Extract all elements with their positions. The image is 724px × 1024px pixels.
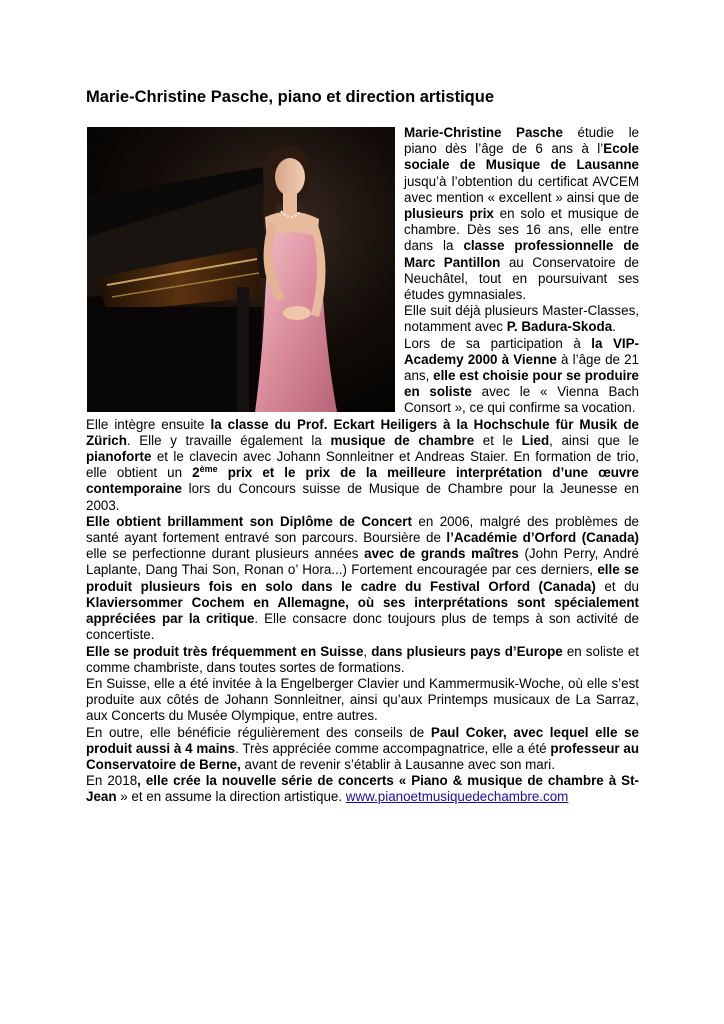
text-span: lors du Concours suisse de Musique de Chambre pour la Jeunesse en 2003. [86, 481, 639, 513]
bold-text: l’Académie d’Orford (Canada) [446, 530, 639, 546]
bold-text: elle se produit plusieurs fois en solo dans le cadre du Festival Orford (Canada) [86, 562, 639, 594]
paragraph [86, 676, 639, 725]
bold-text: P. Badura-Skoda [506, 319, 613, 335]
bold-text: dans plusieurs pays d’Europe [371, 643, 563, 659]
paragraph [86, 725, 639, 774]
text-span: . Elle consacre donc toujours plus de temps à son activité de concertiste. [86, 611, 639, 643]
text-span: étudie le piano dès l’âge de 6 ans à l’ [404, 125, 639, 157]
text-span: , [363, 643, 372, 659]
bold-text: Klaviersommer Cochem en Allemagne, où ses interprétations sont spécialement appréciées par la critique [86, 594, 639, 627]
paragraph [86, 514, 639, 644]
bold-text: , elle crée la nouvelle série de concerts « Piano & musique de chambre à St-Jean [86, 773, 640, 805]
text-span: en 2006, malgré des problèmes de santé ayant fortement entravé son parcours. Boursière de [86, 513, 639, 546]
bold-text: avec de grands maîtres [364, 546, 519, 562]
photo-wrap-spacer [86, 125, 404, 414]
bold-text: prix et le prix de la meilleure interprétation d’une œuvre contemporaine [86, 465, 640, 497]
text-span: jusqu’à l’obtention du certificat AVCEM avec mention « excellent » ainsi que de [404, 173, 639, 205]
bold-text: Ecole sociale de Musique de Lausanne [404, 141, 639, 173]
bold-text: la classe du Prof. Eckart Heiligers à la Hochschule für Musik de Zürich [86, 416, 639, 448]
bold-text: Marie-Christine Pasche [404, 125, 563, 140]
paragraph [86, 773, 639, 805]
text-span: elle se perfectionne durant plusieurs années [86, 546, 365, 562]
bold-text: Paul Coker, avec lequel elle se produit aussi à 4 mains [86, 724, 639, 756]
text-span: Lors de sa participation à [404, 335, 592, 351]
text-span: en soliste et comme chambriste, dans toutes sortes de formations. [86, 643, 639, 675]
text-span: » et en assume la direction artistique. [116, 789, 346, 805]
text-span: au Conservatoire de Neuchâtel, tout en poursuivant ses études gymnasiales. [404, 254, 639, 303]
bold-text: pianoforte [86, 449, 152, 465]
text-span: En Suisse, elle a été invitée à la Engelberger Clavier und Kammermusik-Woche, où elle s’est produite aux côtés de Johann Sonnleitner, ainsi qu’aux Printemps musicaux de La Sarraz, aux Concerts du Musée Olympique, entre autres. [86, 675, 639, 724]
bold-text: professeur au Conservatoire de Berne, [86, 740, 640, 772]
text-span: . Très appréciée comme accompagnatrice, elle a été [235, 740, 551, 756]
text-span: et le [474, 432, 522, 448]
text-span: . [612, 319, 616, 335]
text-span: En 2018 [86, 773, 138, 789]
paragraph [86, 417, 639, 514]
bold-text: Elle se produit très fréquemment en Suisse [86, 643, 364, 659]
website-link[interactable]: www.pianoetmusiquedechambre.com [345, 789, 569, 805]
text-span: Elle suit déjà plusieurs Master-Classes, notamment avec [404, 303, 639, 335]
bold-text: classe professionnelle de Marc Pantillon [404, 238, 639, 270]
bold-text: musique de chambre [330, 432, 475, 448]
bold-text: Elle obtient brillamment son Diplôme de Concert [86, 513, 412, 529]
biography-text [86, 125, 639, 806]
bold-text: Lied [521, 432, 550, 448]
page-title: Marie-Christine Pasche, piano et direction artistique [86, 88, 495, 106]
text-span: (John Perry, André Laplante, Dang Thai Son, Ronan o’ Hora...) Fortement encouragée par ces derniers, [86, 546, 639, 578]
text-span: . Elle y travaille également la [126, 432, 331, 448]
text-span: avec le « Vienna Bach Consort », ce qui confirme sa vocation. [404, 384, 639, 416]
text-span: et du [595, 578, 639, 594]
text-span: à l’âge de 21 ans, [404, 351, 639, 384]
superscript-text: ème [199, 464, 218, 475]
bold-text: elle est choisie pour se produire en soliste [404, 368, 640, 400]
text-span: , ainsi que le [549, 432, 639, 448]
paragraph [86, 644, 639, 676]
text-span: Elle intègre ensuite [86, 416, 211, 432]
bold-text: 2 [192, 465, 200, 481]
bold-text: plusieurs prix [404, 206, 494, 222]
text-span: avant de revenir s’établir à Lausanne avec son mari. [240, 756, 555, 772]
text-span: et le clavecin avec Johann Sonnleitner et Andreas Staier. En formation de trio, elle obtient un [86, 449, 639, 481]
bold-text: la VIP-Academy 2000 à Vienne [404, 335, 639, 367]
text-span: en solo et musique de chambre. Dès ses 16 ans, elle entre dans la [404, 206, 639, 254]
text-span: En outre, elle bénéficie régulièrement des conseils de [86, 724, 431, 740]
